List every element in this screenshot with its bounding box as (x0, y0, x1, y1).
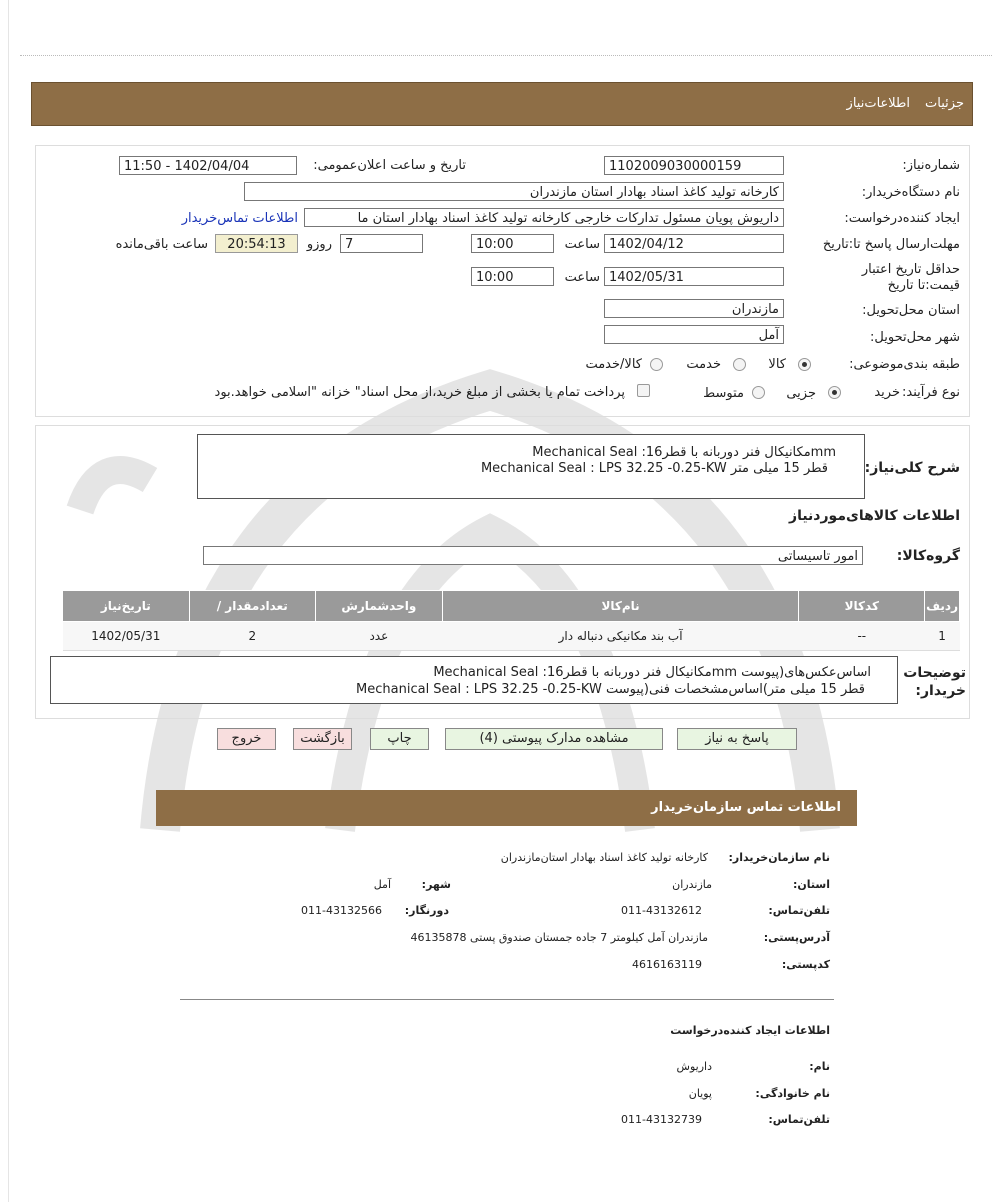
process-partial-radio[interactable] (828, 386, 841, 399)
buyer-notes-label: توضیحات خریدار: (903, 665, 966, 699)
cell-unit: عدد (315, 622, 442, 651)
col-need-date: تاریخ‌نیاز (63, 591, 190, 622)
print-button[interactable]: چاپ (370, 728, 429, 750)
requester-label: ایجاد کننده‌درخواست: (844, 211, 960, 226)
contact-address-value: مازندران آمل کیلومتر 7 جاده جمستان صندوق پستی 46135878 (410, 931, 708, 944)
process-buy-label: خرید (874, 385, 900, 400)
top-divider (20, 55, 992, 56)
tab-details[interactable]: جزئیات (925, 96, 964, 111)
back-button[interactable]: بازگشت (293, 728, 352, 750)
process-medium-label: متوسط (703, 386, 744, 401)
buyer-contact-link[interactable]: اطلاعات تماس‌خریدار (181, 211, 298, 226)
announce-date-label: تاریخ و ساعت اعلان‌عمومی: (313, 158, 466, 173)
contact-org-label: نام سازمان‌خریدار: (728, 851, 830, 864)
contact-header-title: اطلاعات تماس سازمان‌خریدار (651, 800, 841, 815)
city-field: آمل (604, 325, 784, 344)
description-label: شرح کلی‌نیاز: (864, 460, 960, 476)
deadline-time-label: ساعت (564, 237, 600, 252)
goods-group-field: امور تاسیساتی (203, 546, 863, 565)
validity-date-field: 1402/05/31 (604, 267, 784, 286)
cell-name: آب بند مکانیکی دنباله دار (442, 622, 799, 651)
contact-fax-label: دورنگار: (404, 904, 449, 917)
validity-time-label: ساعت (564, 270, 600, 285)
cell-quantity: 2 (189, 622, 315, 651)
deadline-time-field: 10:00 (471, 234, 554, 253)
details-header-bar (31, 82, 973, 126)
cell-need-date: 1402/05/31 (63, 622, 190, 651)
treasury-payment-checkbox[interactable] (637, 384, 650, 397)
category-both-radio[interactable] (650, 358, 663, 371)
creator-name-value: داریوش (676, 1060, 712, 1073)
creator-family-value: پویان (688, 1087, 712, 1100)
description-line-2: Mechanical Seal : LPS 32.25 -0.25-KW قطر 15 میلی متر (480, 461, 828, 476)
col-row: ردیف (925, 591, 960, 622)
buyer-notes-line-2: Mechanical Seal : LPS 32.25 -0.25-KW قطر 15 میلی متر)اساس‌مشخصات فنی(پیوست (356, 682, 865, 697)
need-number-field: 1102009030000159 (604, 156, 784, 175)
process-label: نوع فرآیند: (902, 385, 960, 400)
need-number-label: شماره‌نیاز: (902, 158, 960, 173)
description-box (197, 434, 865, 499)
contact-province-value: مازندران (672, 878, 712, 891)
buyer-org-label: نام دستگاه‌خریدار: (861, 185, 960, 200)
city-label: شهر محل‌تحویل: (870, 330, 960, 345)
province-field: مازندران (604, 299, 784, 318)
contact-address-label: آدرس‌پستی: (763, 931, 830, 944)
treasury-payment-label: پرداخت تمام یا بخشی از مبلغ خرید،از محل اسناد" خزانه "اسلامی خواهد.بود (214, 385, 625, 400)
goods-section-title: اطلاعات کالاهای‌موردنیاز (789, 508, 960, 524)
description-line-1: Mechanical Seal :مکانیکال فنر دوربانه با قطر16mm (532, 445, 836, 460)
contact-postal-value: 4616163119 (632, 958, 702, 971)
contact-city-value: آمل (373, 878, 391, 891)
buyer-org-field: کارخانه تولید کاغذ اسناد بهادار استان مازندران (244, 182, 784, 201)
cell-code: -- (799, 622, 925, 651)
creator-name-label: نام: (809, 1060, 830, 1073)
remaining-time-field: 20:54:13 (215, 234, 298, 253)
requester-field: داریوش پویان مسئول تدارکات خارجی کارخانه تولید کاغذ اسناد بهادار استان ما (304, 208, 784, 227)
contact-fax-value: 011-43132566 (301, 904, 382, 917)
province-label: استان محل‌تحویل: (862, 303, 960, 318)
announce-date-field: 1402/04/04 - 11:50 (119, 156, 297, 175)
category-service-label: خدمت (686, 357, 721, 372)
creator-family-label: نام خانوادگی: (755, 1087, 830, 1100)
deadline-label: مهلت‌ارسال پاسخ تا:تاریخ (822, 237, 960, 252)
contact-phone-value: 011-43132612 (621, 904, 702, 917)
attachments-button[interactable]: مشاهده مدارک پیوستی (4) (445, 728, 663, 750)
process-partial-label: جزیی (786, 386, 816, 401)
cell-row: 1 (925, 622, 960, 651)
contact-province-label: استان: (793, 878, 830, 891)
category-goods-label: کالا (768, 357, 786, 372)
category-label: طبقه بندی‌موضوعی: (849, 357, 960, 372)
reply-button[interactable]: پاسخ به نیاز (677, 728, 797, 750)
remaining-time-label: ساعت باقی‌مانده (115, 237, 208, 252)
exit-button[interactable]: خروج (217, 728, 276, 750)
col-name: نام‌کالا (442, 591, 799, 622)
validity-label: حداقل تاریخ اعتبار قیمت:تا تاریخ (861, 262, 960, 293)
deadline-date-field: 1402/04/12 (604, 234, 784, 253)
days-field: 7 (340, 234, 423, 253)
col-code: کدکالا (799, 591, 925, 622)
creator-header: اطلاعات ایجاد کننده‌درخواست (670, 1024, 830, 1037)
days-label: روزو (306, 237, 332, 252)
col-unit: واحدشمارش (315, 591, 442, 622)
contact-org-value: کارخانه تولید کاغذ اسناد بهادار استان‌مازندران (500, 851, 708, 864)
process-medium-radio[interactable] (752, 386, 765, 399)
creator-phone-label: تلفن‌تماس: (768, 1113, 830, 1126)
contact-divider (180, 999, 834, 1000)
buyer-notes-line-1: Mechanical Seal :مکانیکال فنر دوربانه با قطر16mm اساس‌عکس‌های(پیوست (433, 665, 871, 680)
buyer-notes-box (50, 656, 898, 704)
contact-postal-label: کدپستی: (781, 958, 830, 971)
goods-table (62, 590, 960, 651)
validity-time-field: 10:00 (471, 267, 554, 286)
goods-group-label: گروه‌کالا: (896, 548, 960, 564)
page-left-border (8, 0, 9, 1202)
contact-phone-label: تلفن‌تماس: (768, 904, 830, 917)
category-both-label: کالا/خدمت (585, 357, 642, 372)
col-quantity: تعداد‌مقدار / (189, 591, 315, 622)
tab-need-info[interactable]: اطلاعات‌نیاز (846, 96, 910, 111)
table-row (63, 622, 960, 651)
contact-header-bar (156, 790, 857, 826)
goods-table-header (63, 591, 960, 622)
category-service-radio[interactable] (733, 358, 746, 371)
creator-phone-value: 011-43132739 (621, 1113, 702, 1126)
category-goods-radio[interactable] (798, 358, 811, 371)
contact-city-label: شهر: (421, 878, 451, 891)
